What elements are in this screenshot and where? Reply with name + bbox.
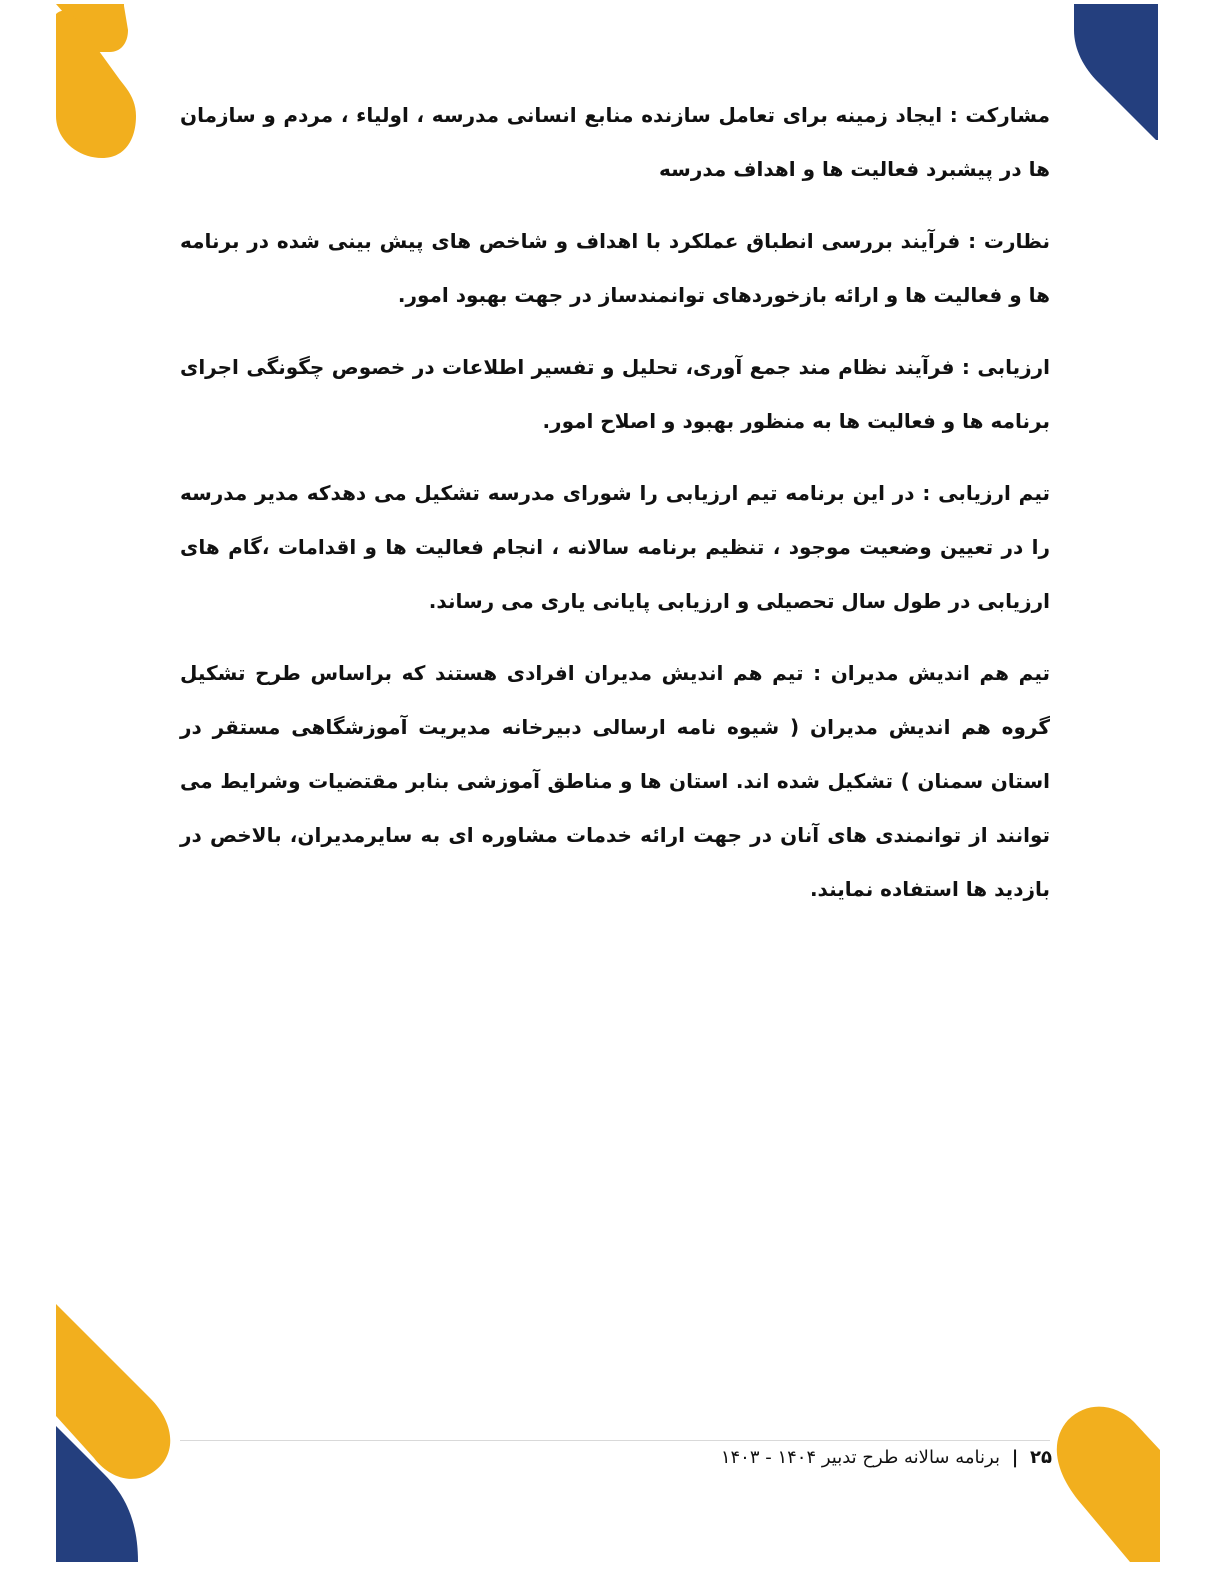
paragraph-evaluation-team: تیم ارزیابی : در این برنامه تیم ارزیابی را شورای مدرسه تشکیل می دهدکه مدیر مدرسه را در تعیین وضعیت موجود ، تنظیم برنامه سالانه ، انجام فعالیت ها و اقدامات ،گام های ارزیابی در طول سال تحصیلی و ارزیابی پایانی یاری می رساند.: [180, 481, 1050, 613]
paragraph-evaluation: ارزیابی : فرآیند نظام مند جمع آوری، تحلیل و تفسیر اطلاعات در خصوص چگونگی اجرای برنامه ها و فعالیت ها به منظور بهبود و اصلاح امور.: [180, 355, 1050, 433]
paragraph-participation: مشارکت : ایجاد زمینه برای تعامل سازنده منابع انسانی مدرسه ، اولیاء ، مردم و سازمان ها در پیشبرد فعالیت ها و اهداف مدرسه: [180, 103, 1050, 181]
page-number: ۲۵: [1030, 1447, 1052, 1468]
top-right-blue-shape: [1074, 4, 1158, 140]
footer-separator: |: [1011, 1447, 1019, 1468]
footer-title: برنامه سالانه طرح تدبیر ۱۴۰۴ - ۱۴۰۳: [720, 1447, 1000, 1468]
page-footer: [721, 1440, 1052, 1476]
bottom-right-yellow-shape: [1057, 1407, 1160, 1562]
paragraph-managers-team: تیم هم اندیش مدیران : تیم هم اندیش مدیران افرادی هستند که براساس طرح تشکیل گروه هم اندیش مدیران ( شیوه نامه ارسالی دبیرخانه مدیریت آموزشگاهی مستقر در استان سمنان ) تشکیل شده اند. استان ها و مناطق آموزشی بنابر مقتضیات وشرایط می توانند از توانمندی های آنان در جهت ارائه خدمات مشاوره ای به سایرمدیران، بالاخص در بازدید ها استفاده نمایند.: [180, 661, 1050, 901]
paragraph-supervision: نظارت : فرآیند بررسی انطباق عملکرد با اهداف و شاخص های پیش بینی شده در برنامه ها و فعالیت ها و ارائه بازخوردهای توانمندساز در جهت بهبود امور.: [180, 229, 1050, 307]
document-body: [180, 88, 1050, 934]
